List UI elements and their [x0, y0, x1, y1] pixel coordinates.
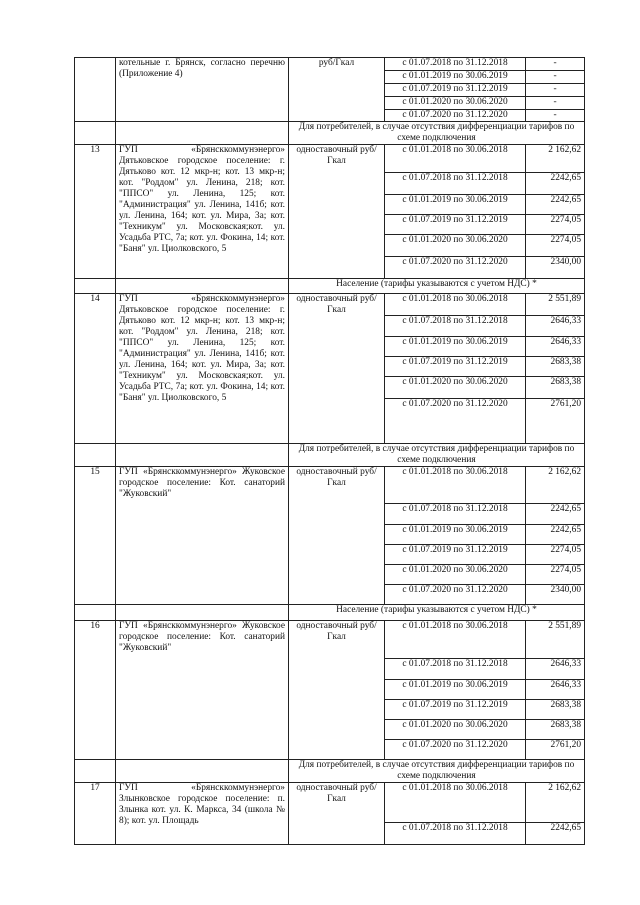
organization-cell: ГУП «Брянсккоммунэнерго» Злынковское городское поселение: п. Злынка кот. ул. К. Маркса, 34 (школа № 8); кот. ул. Площадь	[116, 783, 289, 845]
organization-cell: ГУП «Брянсккоммунэнерго» Дятьковское городское поселение: г. Дятьково кот. 12 мкр-н; кот. 13 мкр-н; кот. "Роддом" ул. Ленина, 218; кот. "ППСО" ул. Ленина, 125; кот. "Администрация" ул. Ленина, 141б; кот. ул. Ленина, 164; кот. ул. Мира, 3а; кот. "Техникум" ул. Московская;кот. ул. Усадьба РТС, 7а; кот. ул. Фокина, 14; кот. "Баня" ул. Циолковского, 5	[116, 145, 289, 279]
period-cell: с 01.07.2019 по 31.12.2019	[385, 84, 526, 97]
tariff-value: 2340,00	[526, 257, 585, 279]
section-heading: Для потребителей, в случае отсутствия дифференциации тарифов по схеме подключения	[289, 444, 585, 467]
tariff-value: 2683,38	[526, 700, 585, 720]
tariff-value: 2274,05	[526, 565, 585, 585]
period-cell: с 01.01.2020 по 30.06.2020	[385, 720, 526, 740]
tariff-value: 2242,65	[526, 504, 585, 525]
period-cell: с 01.07.2018 по 31.12.2018	[385, 58, 526, 71]
section-heading: Население (тарифы указываются с учетом НДС) *	[289, 279, 585, 294]
period-cell: с 01.01.2018 по 30.06.2018	[385, 145, 526, 173]
tariff-period-row	[75, 783, 585, 823]
period-cell: с 01.07.2019 по 31.12.2019	[385, 215, 526, 235]
tariff-period-row	[75, 621, 585, 659]
section-row	[75, 122, 585, 145]
tariff-value: -	[526, 58, 585, 71]
section-spacer-organization	[116, 122, 289, 145]
tariff-value: 2 551,89	[526, 294, 585, 316]
tariff-unit: одноставочный руб/Гкал	[289, 783, 385, 845]
tariff-value: 2242,65	[526, 195, 585, 215]
row-number: 16	[75, 621, 116, 760]
section-spacer-number	[75, 122, 116, 145]
section-spacer-number	[75, 444, 116, 467]
tariff-value: -	[526, 84, 585, 97]
tariff-value: 2274,05	[526, 215, 585, 235]
tariff-value: 2761,20	[526, 399, 585, 444]
tariff-value: 2274,05	[526, 235, 585, 257]
row-number: 17	[75, 783, 116, 845]
tariff-value: 2683,38	[526, 357, 585, 377]
organization-cell: ГУП «Брянсккоммунэнерго» Дятьковское городское поселение: г. Дятьково кот. 12 мкр-н; кот. 13 мкр-н; кот. "Роддом" ул. Ленина, 218; кот. "ППСО" ул. Ленина, 125; кот. "Администрация" ул. Ленина, 141б; кот. ул. Ленина, 164; кот. ул. Мира, 3а; кот. "Техникум" ул. Московская;кот. ул. Усадьба РТС, 7а; кот. ул. Фокина, 14; кот. "Баня" ул. Циолковского, 5	[116, 294, 289, 444]
period-cell: с 01.01.2020 по 30.06.2020	[385, 377, 526, 399]
tariff-value: -	[526, 97, 585, 110]
section-spacer-organization	[116, 279, 289, 294]
tariff-value: -	[526, 110, 585, 122]
tariff-value: 2242,65	[526, 525, 585, 545]
section-row	[75, 279, 585, 294]
period-cell: с 01.07.2020 по 31.12.2020	[385, 740, 526, 760]
period-cell: с 01.07.2020 по 31.12.2020	[385, 585, 526, 605]
tariff-period-row	[75, 467, 585, 504]
period-cell: с 01.01.2018 по 30.06.2018	[385, 467, 526, 504]
period-cell: с 01.01.2020 по 30.06.2020	[385, 97, 526, 110]
organization-cell: ГУП «Брянсккоммунэнерго» Жуковское городское поселение: Кот. санаторий "Жуковский"	[116, 621, 289, 760]
tariff-unit: одноставочный руб/Гкал	[289, 294, 385, 444]
row-number	[75, 58, 116, 122]
period-cell: с 01.07.2019 по 31.12.2019	[385, 545, 526, 565]
tariff-value: 2242,65	[526, 173, 585, 195]
tariff-unit: одноставочный руб/Гкал	[289, 145, 385, 279]
period-cell: с 01.01.2019 по 30.06.2019	[385, 71, 526, 84]
organization-cell: ГУП «Брянсккоммунэнерго» Жуковское городское поселение: Кот. санаторий "Жуковский"	[116, 467, 289, 605]
period-cell: с 01.07.2018 по 31.12.2018	[385, 173, 526, 195]
section-spacer-number	[75, 760, 116, 783]
tariff-value: 2761,20	[526, 740, 585, 760]
tariff-value: 2646,33	[526, 337, 585, 357]
section-heading: Для потребителей, в случае отсутствия дифференциации тарифов по схеме подключения	[289, 760, 585, 783]
tariff-table-body	[75, 58, 585, 845]
period-cell: с 01.01.2019 по 30.06.2019	[385, 195, 526, 215]
tariff-value: 2646,33	[526, 316, 585, 337]
tariff-period-row	[75, 145, 585, 173]
tariff-value: 2683,38	[526, 720, 585, 740]
section-spacer-organization	[116, 444, 289, 467]
tariff-value: 2274,05	[526, 545, 585, 565]
period-cell: с 01.01.2018 по 30.06.2018	[385, 621, 526, 659]
tariff-value: 2646,33	[526, 659, 585, 680]
tariff-value: 2 162,62	[526, 783, 585, 823]
tariff-value: 2683,38	[526, 377, 585, 399]
tariff-period-row	[75, 294, 585, 316]
period-cell: с 01.01.2019 по 30.06.2019	[385, 680, 526, 700]
tariff-value: -	[526, 71, 585, 84]
section-spacer-organization	[116, 760, 289, 783]
period-cell: с 01.07.2018 по 31.12.2018	[385, 316, 526, 337]
period-cell: с 01.01.2019 по 30.06.2019	[385, 525, 526, 545]
tariff-unit: одноставочный руб/Гкал	[289, 467, 385, 605]
tariff-value: 2 162,62	[526, 467, 585, 504]
section-row	[75, 605, 585, 621]
period-cell: с 01.07.2019 по 31.12.2019	[385, 700, 526, 720]
tariff-value: 2646,33	[526, 680, 585, 700]
period-cell: с 01.01.2018 по 30.06.2018	[385, 294, 526, 316]
period-cell: с 01.01.2018 по 30.06.2018	[385, 783, 526, 823]
section-spacer-organization	[116, 605, 289, 621]
tariff-value: 2340,00	[526, 585, 585, 605]
tariff-value: 2242,65	[526, 823, 585, 845]
row-number: 15	[75, 467, 116, 605]
section-heading: Для потребителей, в случае отсутствия дифференциации тарифов по схеме подключения	[289, 122, 585, 145]
period-cell: с 01.07.2020 по 31.12.2020	[385, 399, 526, 444]
row-number: 13	[75, 145, 116, 279]
period-cell: с 01.07.2020 по 31.12.2020	[385, 110, 526, 122]
section-row	[75, 760, 585, 783]
tariff-unit: одноставочный руб/Гкал	[289, 621, 385, 760]
tariff-period-row	[75, 58, 585, 71]
period-cell: с 01.07.2020 по 31.12.2020	[385, 257, 526, 279]
section-row	[75, 444, 585, 467]
section-spacer-number	[75, 279, 116, 294]
period-cell: с 01.07.2018 по 31.12.2018	[385, 823, 526, 845]
period-cell: с 01.01.2019 по 30.06.2019	[385, 337, 526, 357]
period-cell: с 01.01.2020 по 30.06.2020	[385, 565, 526, 585]
period-cell: с 01.01.2020 по 30.06.2020	[385, 235, 526, 257]
tariff-unit: руб/Гкал	[289, 58, 385, 122]
tariff-value: 2 162,62	[526, 145, 585, 173]
period-cell: с 01.07.2019 по 31.12.2019	[385, 357, 526, 377]
row-number: 14	[75, 294, 116, 444]
period-cell: с 01.07.2018 по 31.12.2018	[385, 659, 526, 680]
section-spacer-number	[75, 605, 116, 621]
tariff-table	[74, 57, 585, 845]
tariff-value: 2 551,89	[526, 621, 585, 659]
section-heading: Население (тарифы указываются с учетом НДС) *	[289, 605, 585, 621]
organization-cell: котельные г. Брянск, согласно перечню (Приложение 4)	[116, 58, 289, 122]
period-cell: с 01.07.2018 по 31.12.2018	[385, 504, 526, 525]
